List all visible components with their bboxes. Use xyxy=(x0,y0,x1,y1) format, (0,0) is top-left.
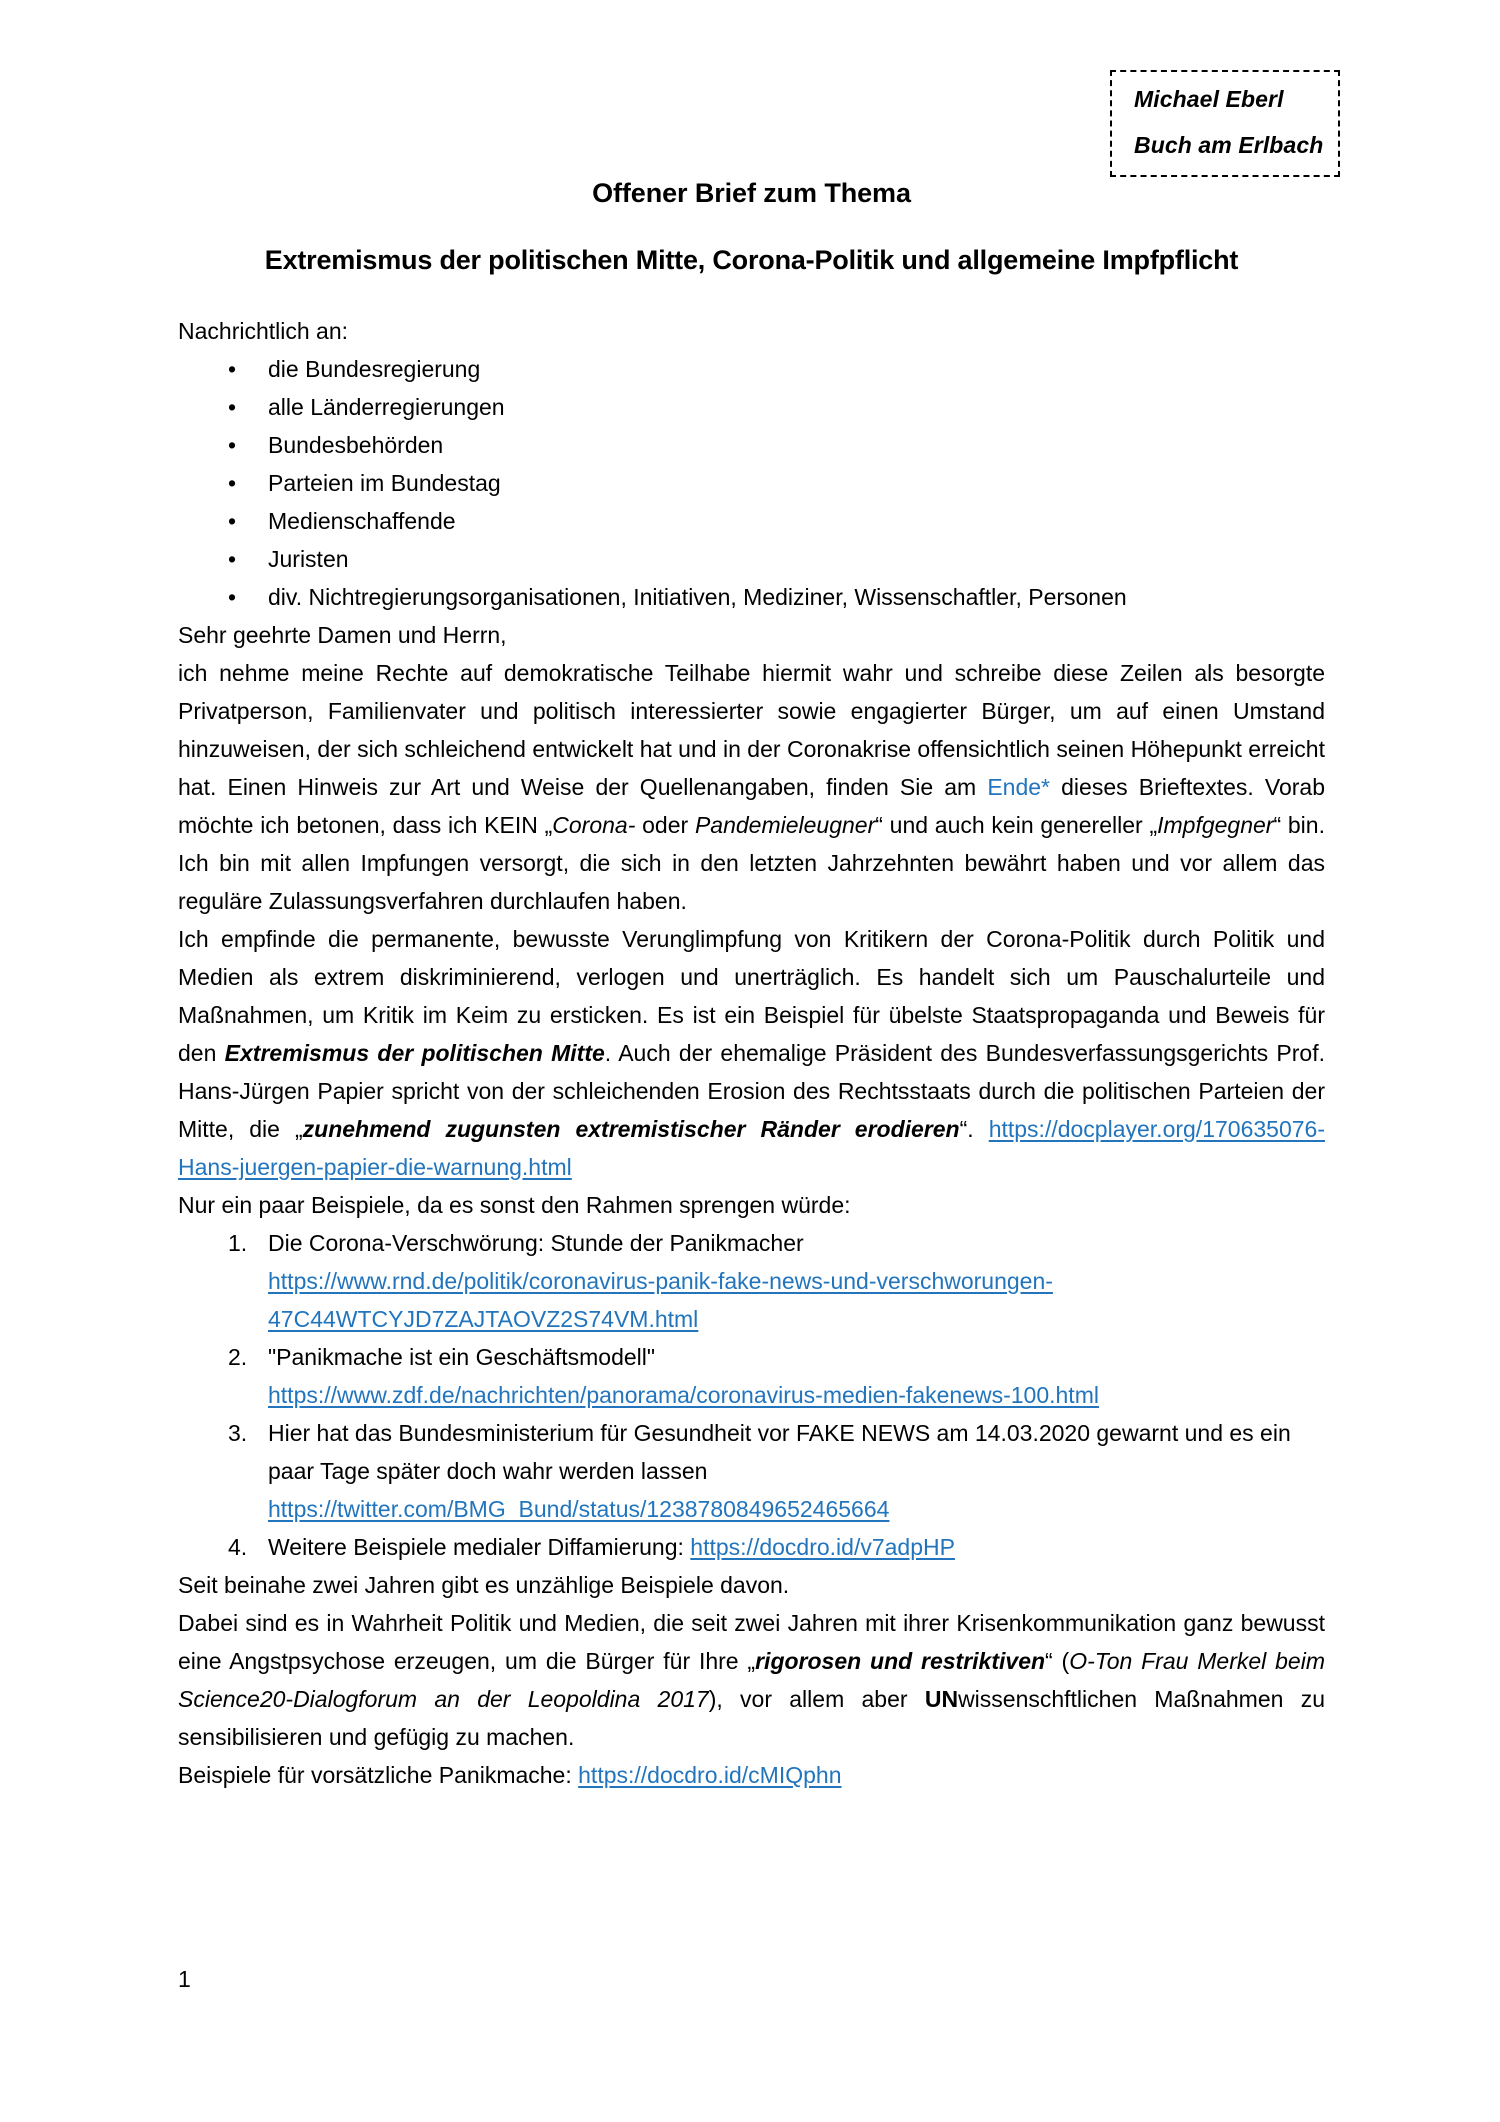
example-link[interactable]: https://www.rnd.de/politik/coronavirus-panik-fake-news-und-verschworungen-47C44WTCYJD7ZAJTAOVZ2S74VM.html xyxy=(268,1268,1053,1332)
page-number: 1 xyxy=(178,1966,191,1992)
paragraph-5-text: Beispiele für vorsätzliche Panikmache: xyxy=(178,1762,579,1788)
paragraph-4-text-a: Dabei sind es in Wahrheit Politik und Medien, die seit zwei Jahren mit ihrer Krisenkommunikation ganz bewusst eine Angstpsychose erzeugen, um die Bürger für Ihre „ xyxy=(178,1610,1325,1674)
paragraph-1 xyxy=(178,654,1325,920)
example-text: Hier hat das Bundesministerium für Gesundheit vor FAKE NEWS am 14.03.2020 gewarnt und es ein paar Tage später doch wahr werden lassen xyxy=(268,1420,1291,1484)
document-subtitle: Extremismus der politischen Mitte, Corona-Politik und allgemeine Impfpflicht xyxy=(264,245,1239,275)
paragraph-1-text-e: “ bin. Ich bin mit allen Impfungen versorgt, die sich in den letzten Jahrzehnten bewährt haben und vor allem das reguläre Zulassungsverfahren durchlaufen haben. xyxy=(178,812,1325,914)
salutation: Sehr geehrte Damen und Herrn, xyxy=(178,622,507,648)
paragraph-4-text-b: “ ( xyxy=(1045,1648,1070,1674)
ende-footnote-link[interactable]: Ende* xyxy=(987,774,1051,800)
list-item xyxy=(178,1224,1325,1338)
list-item xyxy=(178,464,1325,502)
recipient-label: die Bundesregierung xyxy=(268,356,481,382)
list-item xyxy=(178,540,1325,578)
paragraph-1-text-d: “ und auch kein genereller „ xyxy=(875,812,1158,838)
paragraph-1-text-c: oder xyxy=(635,812,695,838)
document-body xyxy=(178,312,1325,1794)
recipient-label: div. Nichtregierungsorganisationen, Initiativen, Mediziner, Wissenschaftler, Personen xyxy=(268,584,1127,610)
emphasis-rigorosen: rigorosen und restriktiven xyxy=(755,1648,1046,1674)
recipient-label: Juristen xyxy=(268,546,349,572)
example-link[interactable]: https://twitter.com/BMG_Bund/status/1238780849652465664 xyxy=(268,1496,890,1522)
emphasis-papier-quote: zunehmend zugunsten extremistischer Ränder erodieren xyxy=(302,1116,960,1142)
list-item xyxy=(178,502,1325,540)
emphasis-pandemieleugner: Pandemieleugner xyxy=(694,812,876,838)
example-text: Die Corona-Verschwörung: Stunde der Panikmacher xyxy=(268,1230,804,1256)
example-link[interactable]: https://docdro.id/v7adpHP xyxy=(690,1534,955,1560)
paragraph-4-text-d: wissenschftlichen Maßnahmen zu sensibilisieren und gefügig zu machen. xyxy=(178,1686,1325,1750)
recipient-label: Parteien im Bundestag xyxy=(268,470,501,496)
list-item xyxy=(178,388,1325,426)
examples-intro: Nur ein paar Beispiele, da es sonst den Rahmen sprengen würde: xyxy=(178,1192,851,1218)
emphasis-impfgegner: Impfgegner xyxy=(1157,812,1274,838)
example-text: Weitere Beispiele medialer Diffamierung: xyxy=(268,1534,691,1560)
document-title: Offener Brief zum Thema xyxy=(592,178,911,208)
emphasis-oton-merkel: O-Ton Frau Merkel beim Science20-Dialogforum an der Leopoldina 2017 xyxy=(178,1648,1325,1712)
paragraph-3: Seit beinahe zwei Jahren gibt es unzählige Beispiele davon. xyxy=(178,1572,790,1598)
recipient-label: Medienschaffende xyxy=(268,508,456,534)
sender-address-box xyxy=(1110,70,1340,177)
list-item xyxy=(178,426,1325,464)
paragraph-2-text-b: . Auch der ehemalige Präsident des Bundesverfassungsgerichts Prof. Hans-Jürgen Papier spricht von der schleichenden Erosion des Rechtsstaats durch die politischen Parteien der Mitte, die „ xyxy=(178,1040,1326,1142)
paragraph-2-text-c: “. xyxy=(959,1116,989,1142)
paragraph-2 xyxy=(178,920,1325,1186)
list-item xyxy=(178,350,1325,388)
paragraph-5 xyxy=(178,1756,1325,1794)
recipient-list xyxy=(178,350,1325,616)
emphasis-corona: Corona- xyxy=(552,812,636,838)
paragraph-4-text-c: ), vor allem aber xyxy=(708,1686,925,1712)
list-item xyxy=(178,1528,1325,1566)
papier-source-link[interactable]: https://docplayer.org/170635076-Hans-juergen-papier-die-warnung.html xyxy=(178,1116,1325,1180)
paragraph-2-text-a: Ich empfinde die permanente, bewusste Verunglimpfung von Kritikern der Corona-Politik durch Politik und Medien als extrem diskriminierend, verlogen und unerträglich. Es handelt sich um Pauschalurteile und Maßnahmen, um Kritik im Keim zu ersticken. Es ist ein Beispiel für übelste Staatspropaganda und Beweis für den xyxy=(178,926,1325,1066)
emphasis-un: UN xyxy=(924,1686,959,1712)
example-text: "Panikmache ist ein Geschäftsmodell" xyxy=(268,1344,656,1370)
notice-label: Nachrichtlich an: xyxy=(178,318,349,344)
sender-town: Buch am Erlbach xyxy=(1134,132,1324,158)
recipient-label: alle Länderregierungen xyxy=(268,394,505,420)
paragraph-1-text-a: ich nehme meine Rechte auf demokratische Teilhabe hiermit wahr und schreibe diese Zeilen als besorgte Privatperson, Familienvater und politisch interessierter sowie engagierter Bürger, um auf einen Umstand hinzuweisen, der sich schleichend entwickelt hat und in der Coronakrise offensichtlich seinen Höhepunkt erreicht hat. Einen Hinweis zur Art und Weise der Quellenangaben, finden Sie am xyxy=(178,660,1325,800)
paragraph-4 xyxy=(178,1604,1325,1756)
recipient-label: Bundesbehörden xyxy=(268,432,444,458)
paragraph-1-text-b: dieses Brieftextes. Vorab möchte ich betonen, dass ich KEIN „ xyxy=(178,774,1325,838)
emphasis-extremismus: Extremismus der politischen Mitte xyxy=(224,1040,605,1066)
list-item xyxy=(178,1414,1325,1528)
panikmache-link[interactable]: https://docdro.id/cMIQphn xyxy=(578,1762,842,1788)
example-link[interactable]: https://www.zdf.de/nachrichten/panorama/coronavirus-medien-fakenews-100.html xyxy=(268,1382,1099,1408)
examples-list xyxy=(178,1224,1325,1566)
sender-name: Michael Eberl xyxy=(1134,86,1284,112)
list-item xyxy=(178,578,1325,616)
list-item xyxy=(178,1338,1325,1414)
